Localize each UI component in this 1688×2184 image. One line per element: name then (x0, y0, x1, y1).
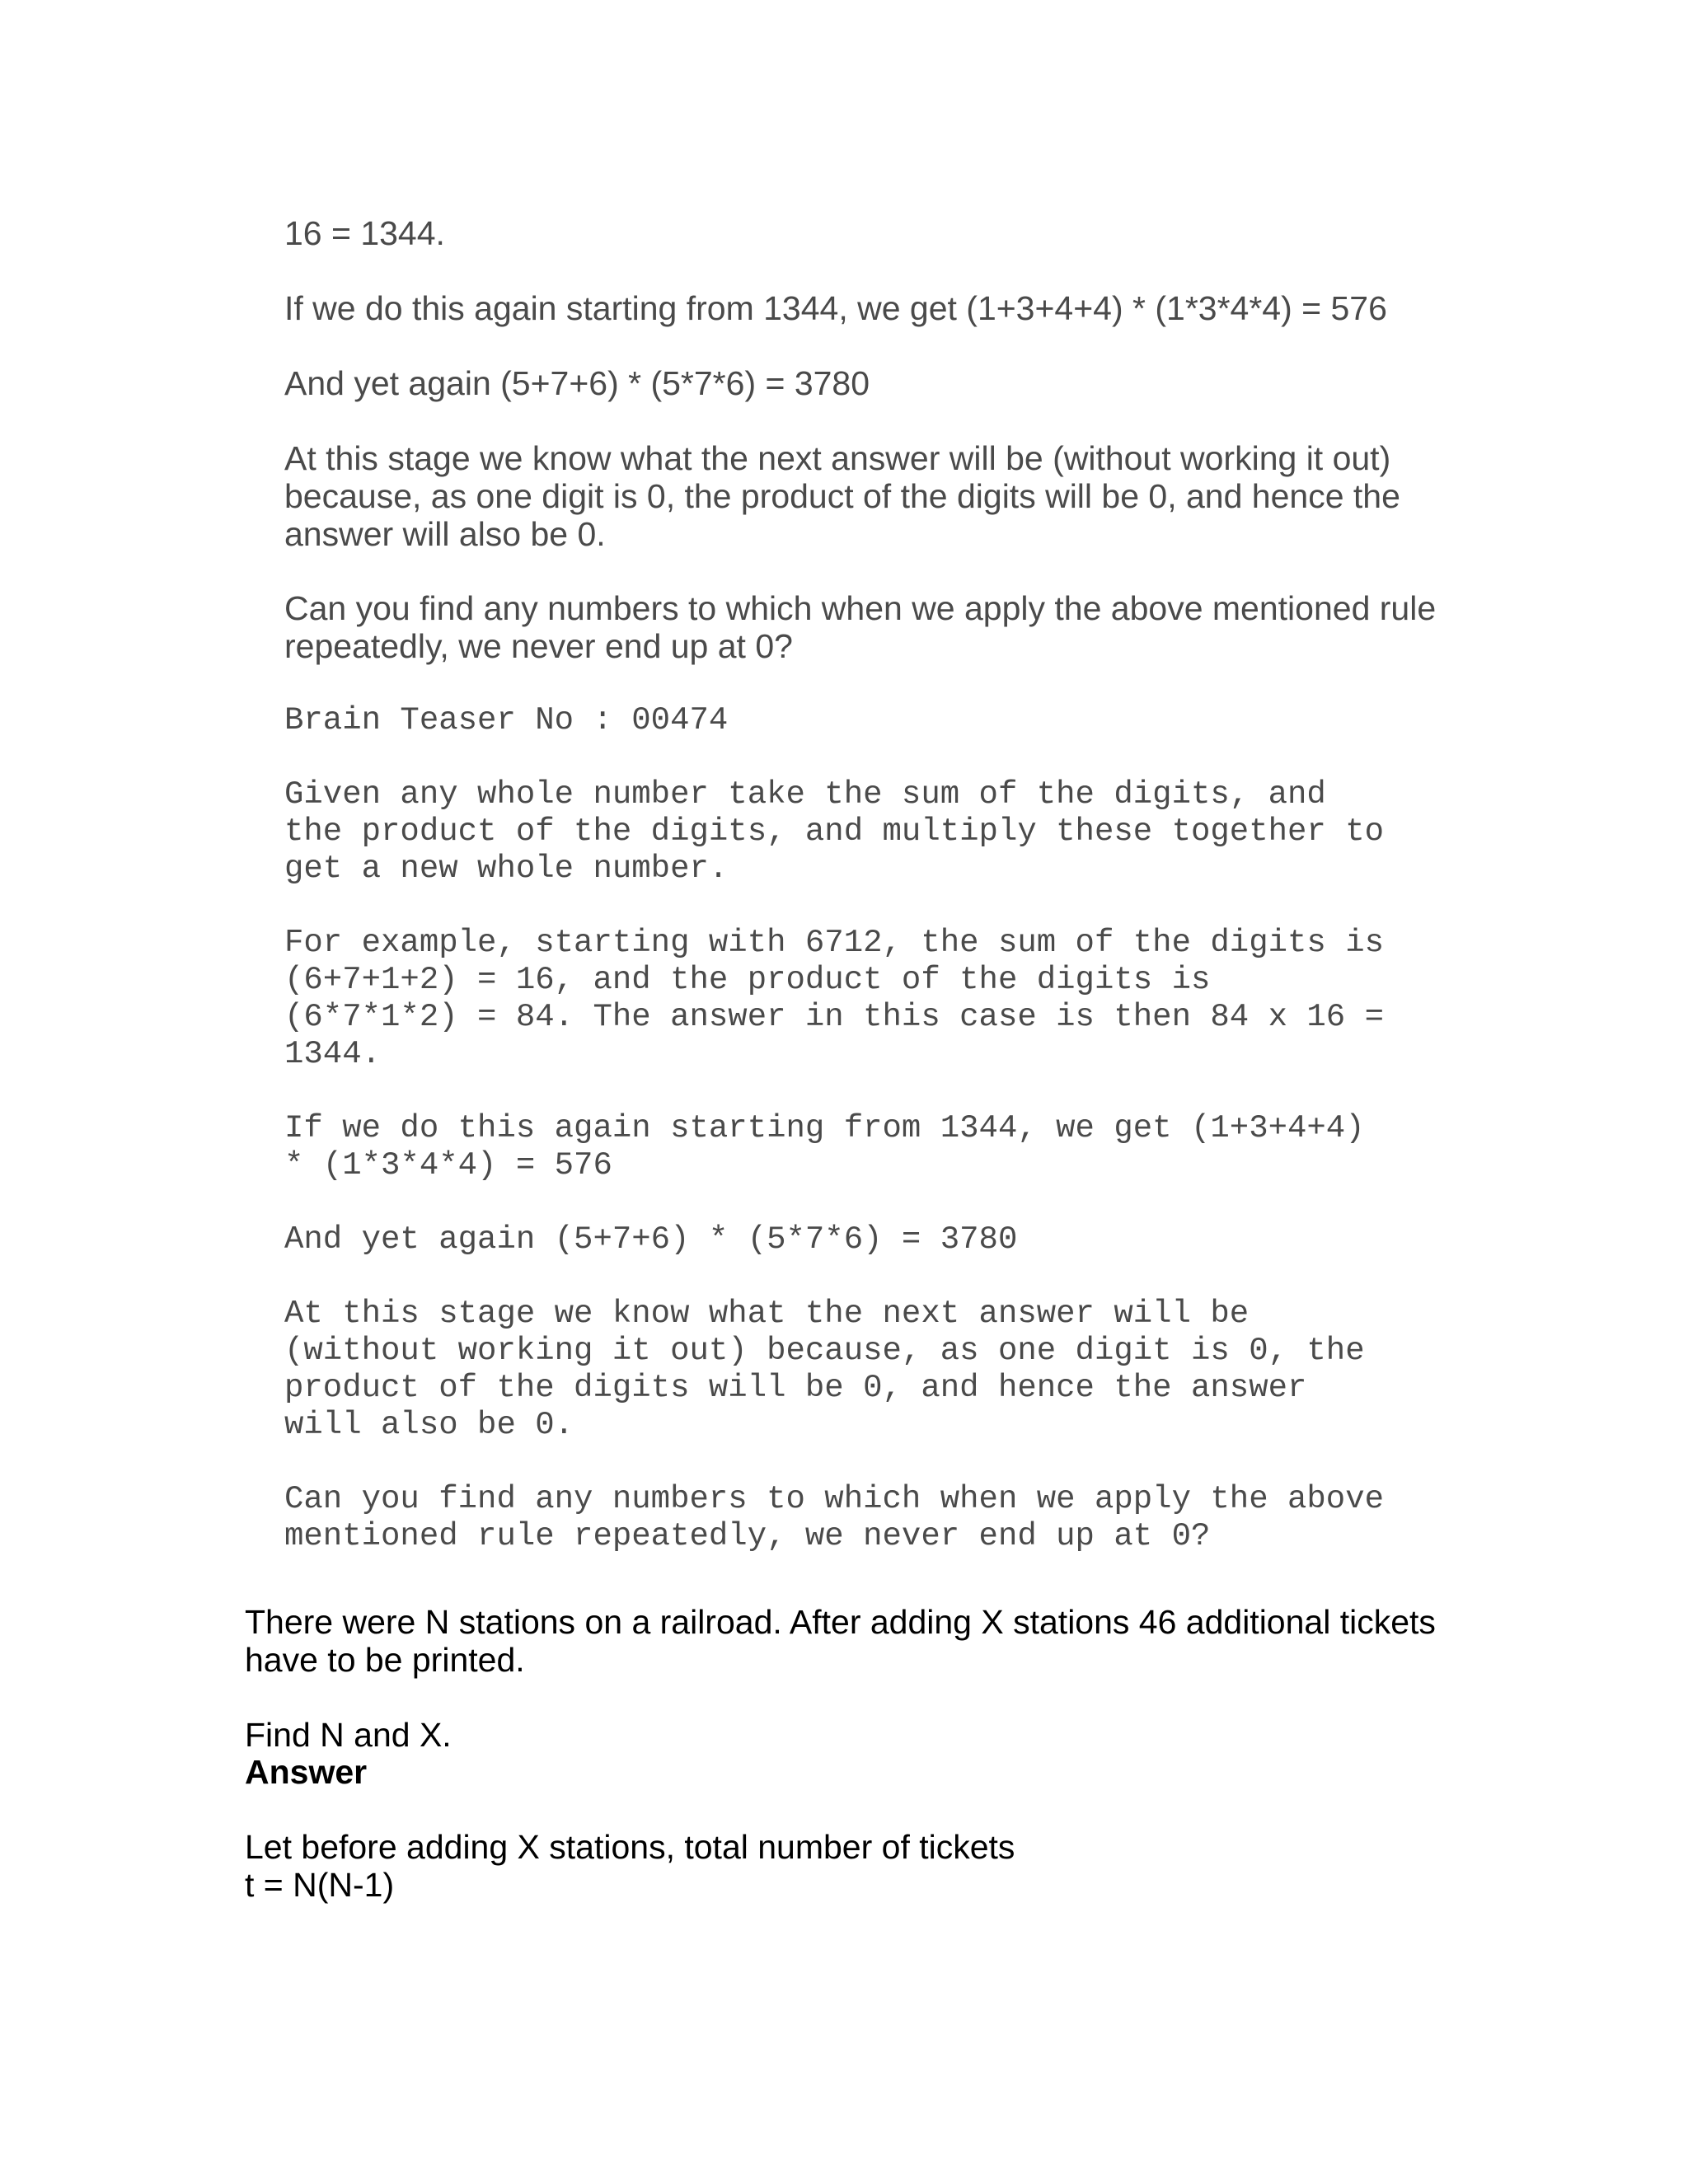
puzzle-statement: There were N stations on a railroad. After adding X stations 46 additional tickets have to be printed. (245, 1603, 1436, 1679)
continuation-question-paragraph: Can you find any numbers to which when we apply the above mentioned rule repeatedly, we never end up at 0? (284, 589, 1437, 665)
teaser-again-line: And yet again (5+7+6) * (5*7*6) = 3780 (284, 1221, 1018, 1258)
continuation-stage-paragraph: At this stage we know what the next answer will be (without working it out) because, as one digit is 0, the product of the digits will be 0, and hence the answer will also be 0. (284, 439, 1400, 553)
teaser-rule-paragraph: Given any whole number take the sum of the digits, and the product of the digits, and multiply these together to get a new whole number. (284, 776, 1385, 887)
teaser-number-line: Brain Teaser No : 00474 (284, 702, 729, 738)
teaser-stage-paragraph: At this stage we know what the next answer will be (without working it out) because, as one digit is 0, the product of the digits will be 0, and hence the answer will also be 0. (284, 1296, 1365, 1443)
teaser-example-paragraph: For example, starting with 6712, the sum of the digits is (6+7+1+2) = 16, and the product of the digits is (6*7*1*2) = 84. The answer in this case is then 84 x 16 = 1344. (284, 925, 1385, 1072)
teaser-repeat-paragraph: If we do this again starting from 1344, we get (1+3+4+4) * (1*3*4*4) = 576 (284, 1110, 1365, 1183)
puzzle-question: Find N and X. (245, 1716, 452, 1754)
continuation-result-line: 16 = 1344. (284, 214, 445, 252)
continuation-again-line: And yet again (5+7+6) * (5*7*6) = 3780 (284, 364, 870, 402)
answer-text: Let before adding X stations, total number of tickets t = N(N-1) (245, 1828, 1015, 1904)
answer-heading: Answer (245, 1753, 368, 1791)
teaser-question-paragraph: Can you find any numbers to which when we apply the above mentioned rule repeatedly, we never end up at 0? (284, 1481, 1385, 1554)
continuation-repeat-line: If we do this again starting from 1344, we get (1+3+4+4) * (1*3*4*4) = 576 (284, 289, 1387, 327)
